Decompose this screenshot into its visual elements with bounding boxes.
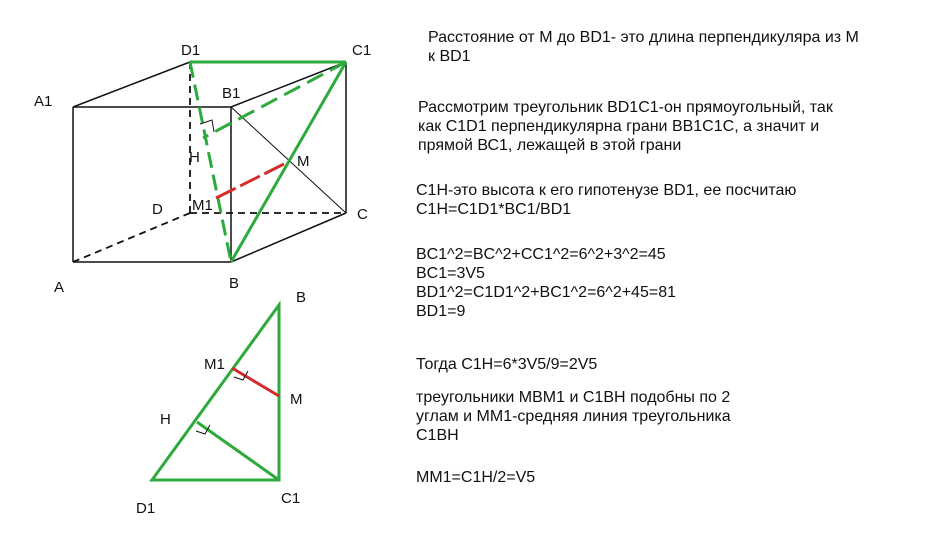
label-C: C (357, 206, 368, 223)
triangle-figure (152, 305, 279, 480)
text-paragraph-6: треугольники МВМ1 и С1ВН подобны по 2 углам и ММ1-средняя линия треугольника С1ВН (416, 389, 731, 444)
label-B: B (229, 275, 240, 292)
triangle-mm1-segment (232, 368, 279, 396)
label-A1: A1 (34, 93, 53, 110)
text-paragraph-4: BC1^2=BC^2+CC1^2=6^2+3^2=45 BC1=3V5 BD1^2=C1D1^2+BC1^2=6^2+45=81 BD1=9 (416, 246, 676, 320)
label-H: H (189, 149, 200, 166)
label-B1: B1 (222, 85, 241, 102)
label-M1: M1 (192, 197, 213, 214)
label-D: D (152, 201, 163, 218)
label-D1: D1 (181, 42, 201, 59)
tri-label-M: M (290, 391, 303, 408)
label-A: A (54, 279, 65, 296)
tri-label-H: H (160, 411, 171, 428)
text-paragraph-5: Тогда С1Н=6*3V5/9=2V5 (416, 356, 598, 373)
tri-label-C1: C1 (281, 490, 301, 507)
tri-label-B: B (296, 289, 307, 306)
text-paragraph-3: С1Н-это высота к его гипотенузе BD1, ее посчитаю С1Н=С1D1*BC1/BD1 (416, 182, 797, 218)
label-C1: C1 (352, 42, 372, 59)
text-paragraph-7: ММ1=С1Н/2=V5 (416, 469, 536, 486)
tri-label-M1: M1 (204, 356, 225, 373)
geometry-figure (0, 0, 410, 552)
tri-label-D1: D1 (136, 500, 156, 517)
text-paragraph-1: Расстояние от М до BD1- это длина перпендикуляра из М к BD1 (428, 29, 859, 65)
label-M: M (297, 153, 310, 170)
text-paragraph-2: Рассмотрим треугольник BD1C1-он прямоугольный, так как С1D1 перпендикулярна грани BB1C1C, а значит и прямой ВС1, лежащей в этой грани (418, 99, 833, 154)
